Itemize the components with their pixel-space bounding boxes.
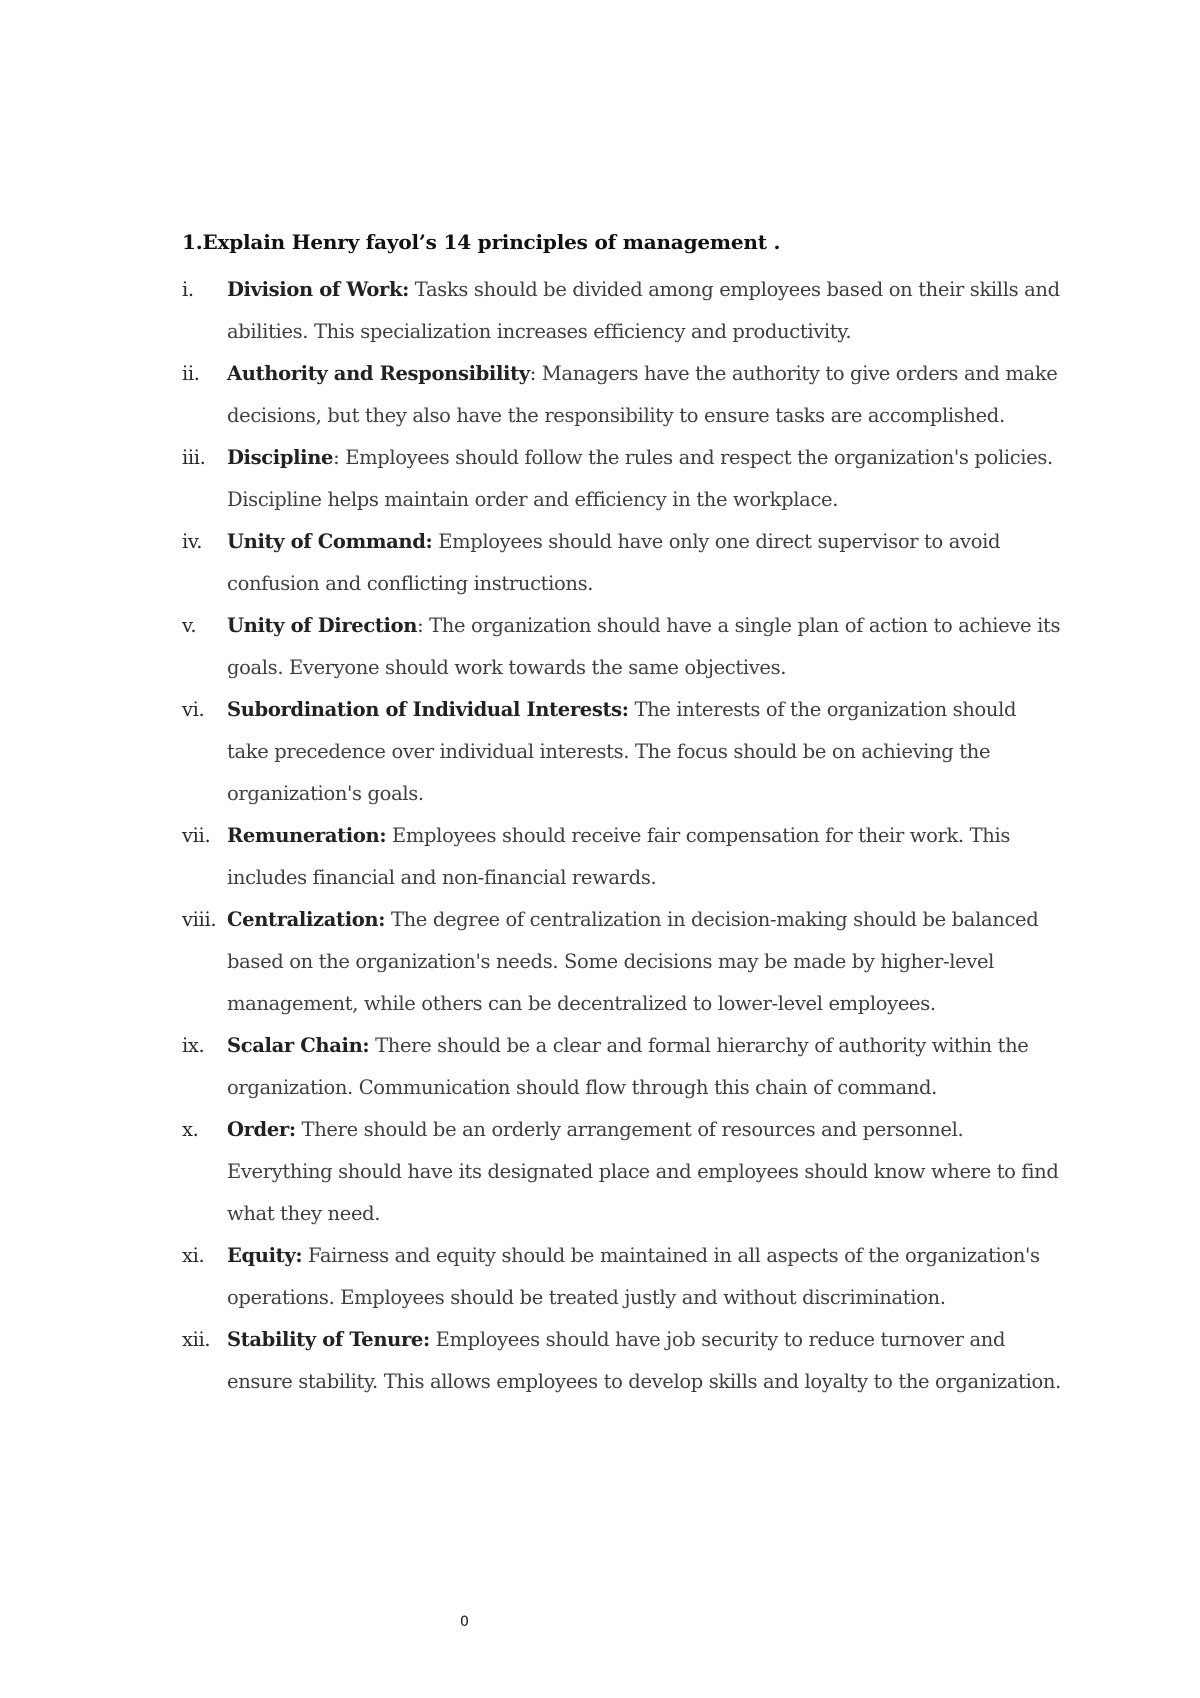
list-item (182, 1025, 1062, 1109)
principle-term: Equity: (227, 1244, 303, 1267)
list-item (182, 1109, 1062, 1235)
list-item (182, 1319, 1062, 1403)
list-item (182, 269, 1062, 353)
principle-description: Employees should receive fair compensation for their work. This includes financial and non-financial rewards. (227, 824, 1011, 889)
list-item (182, 899, 1062, 1025)
principle-description: The degree of centralization in decision-making should be balanced based on the organization's needs. Some decisions may be made by higher-level management, while others can be decentralized to lower-level employees. (227, 908, 1039, 1015)
list-item (182, 689, 1062, 815)
principle-description: There should be an orderly arrangement of resources and personnel. Everything should have its designated place and employees should know where to find what they need. (227, 1118, 1059, 1225)
principle-term: Discipline (227, 446, 334, 469)
principle-term: Centralization: (227, 908, 386, 931)
principle-description: Tasks should be divided among employees based on their skills and abilities. This specialization increases efficiency and productivity. (227, 278, 1060, 343)
list-numeral: v. (182, 614, 197, 637)
list-item (182, 815, 1062, 899)
principle-term: Order: (227, 1118, 296, 1141)
list-item (182, 1235, 1062, 1319)
list-numeral: iii. (182, 446, 206, 469)
principle-description: : Employees should follow the rules and respect the organization's policies. Discipline helps maintain order and efficiency in the workplace. (227, 446, 1053, 511)
list-numeral: vi. (182, 698, 205, 721)
page-heading: 1.Explain Henry fayol’s 14 principles of management . (182, 230, 781, 254)
principle-term: Stability of Tenure: (227, 1328, 430, 1351)
list-numeral: xi. (182, 1244, 205, 1267)
principles-list (182, 269, 1062, 1403)
principle-term: Division of Work: (227, 278, 409, 301)
page-number: 0 (460, 1614, 469, 1630)
list-numeral: ii. (182, 362, 200, 385)
principle-description: Employees should have only one direct supervisor to avoid confusion and conflicting instructions. (227, 530, 1001, 595)
list-item (182, 437, 1062, 521)
list-numeral: vii. (182, 824, 211, 847)
principle-description: Fairness and equity should be maintained in all aspects of the organization's operations. Employees should be treated justly and without discrimination. (227, 1244, 1040, 1309)
principle-term: Remuneration: (227, 824, 387, 847)
list-numeral: ix. (182, 1034, 205, 1057)
principle-term: Unity of Command: (227, 530, 433, 553)
list-numeral: xii. (182, 1328, 211, 1351)
principle-term: Authority and Responsibility (227, 362, 530, 385)
list-numeral: iv. (182, 530, 203, 553)
list-numeral: x. (182, 1118, 199, 1141)
list-item (182, 605, 1062, 689)
principle-term: Unity of Direction (227, 614, 418, 637)
principle-description: : Managers have the authority to give orders and make decisions, but they also have the responsibility to ensure tasks are accomplished. (227, 362, 1058, 427)
list-numeral: i. (182, 278, 194, 301)
principle-description: Employees should have job security to reduce turnover and ensure stability. This allows employees to develop skills and loyalty to the organization. (227, 1328, 1061, 1393)
list-numeral: viii. (182, 908, 217, 931)
principle-description: The interests of the organization should take precedence over individual interests. The focus should be on achieving the organization's goals. (227, 698, 1017, 805)
principle-term: Subordination of Individual Interests: (227, 698, 629, 721)
principle-description: There should be a clear and formal hierarchy of authority within the organization. Communication should flow through this chain of command. (227, 1034, 1029, 1099)
principle-term: Scalar Chain: (227, 1034, 370, 1057)
list-item (182, 353, 1062, 437)
list-item (182, 521, 1062, 605)
principle-description: : The organization should have a single plan of action to achieve its goals. Everyone should work towards the same objectives. (227, 614, 1061, 679)
